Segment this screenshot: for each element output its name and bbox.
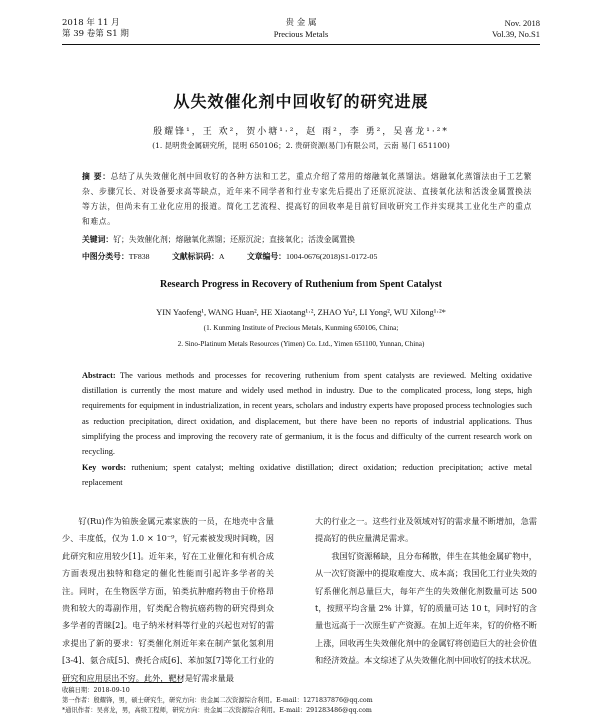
abstract-cn-label: 摘 要： xyxy=(82,172,111,181)
body-paragraph: 大的行业之一。这些行业及领域对钌的需求量不断增加，急需提高钌的供应量满足需求。 xyxy=(315,516,537,544)
article-number-value: 1004-0676(2018)S1-0172-05 xyxy=(285,252,378,261)
paper-title-en: Research Progress in Recovery of Ruthenium from Spent Catalyst xyxy=(159,279,442,290)
body-paragraph: 我国钌资源稀缺，且分布稀散，伴生在其他金属矿物中，从一次钌资源中的提取难度大、成本高；我国化工行业失效的钌系催化剂总量巨大，每年产生的失效催化剂数量可达 500 t，按照平均含量 2% 计算，钌的质量可达 10 t，同时钌的含量也远高于一次原生矿产资源。在加上近年来，钌的价格不断上涨，回收再生失效催化剂中的金属钌将创造巨大的社会价值和经济效益。本文综述了从失效催化剂中回收钌的技术状况。 xyxy=(315,550,537,666)
header-issue-en xyxy=(492,18,540,40)
keywords-en-text: ruthenium; spent catalyst; melting oxidative distillation; direct oxidation; reduction precipitation; active metal replacement xyxy=(82,463,533,488)
clc-label: 中图分类号： xyxy=(82,252,129,261)
footnote-divider xyxy=(62,682,182,683)
header-journal-cn: 贵 金 属 xyxy=(285,18,317,28)
paper-title-cn: 从失效催化剂中回收钌的研究进展 xyxy=(173,92,429,111)
abstract-cn xyxy=(82,169,532,229)
header-volume-cn: 第 39 卷第 S1 期 xyxy=(62,29,129,39)
abstract-en xyxy=(82,368,532,459)
article-number xyxy=(247,252,387,261)
abstract-en-label: Abstract: xyxy=(82,371,116,380)
document-code-label: 文献标识码： xyxy=(172,252,219,261)
header-date-cn: 2018 年 11 月 xyxy=(62,18,120,28)
keywords-en-label: Key words: xyxy=(82,463,127,472)
footnote-first-author: 第一作者：殷耀锋，男，硕士研究生，研究方向：贵金属二次资源综合利用。E-mail：1271837876@qq.com xyxy=(62,697,373,704)
header-divider xyxy=(62,44,540,45)
affiliations-cn: (1. 昆明贵金属研究所，昆明 650106；2. 贵研资源(易门)有限公司，云南 易门 651100) xyxy=(152,141,450,150)
header-journal-en: Precious Metals xyxy=(273,29,329,39)
body-paragraph: 钌(Ru)作为铂族金属元素家族的一员，在地壳中含量少、丰度低，仅为 1.0 × 10⁻⁹，钌元素被发现时间晚，因此研究和应用较少[1]。近年来，钌在工业催化和有机合成方面表现出独特和稳定的催化性能而引起许多学者的关注。同时，在生物医学方面，铂类抗肿瘤药物由于价格昂贵和较大的毒副作用，钌类配合物抗癌药物的研究得到众多学者的青睐[2]。电子纳米材料等行业的兴起也对钌的需求提出了新的要求：钌类催化剂近年来在制产氯化氢利用[3-4]、氨合成[5]、费托合成[6]、苯加氢[7]等化工行业的研究和应用层出不穷。此外，靶材是钌需求量最 xyxy=(62,516,274,683)
body-column-right xyxy=(315,513,537,670)
footnote-received: 收稿日期：2018-09-10 xyxy=(62,687,130,694)
abstract-en-text: The various methods and processes for recovering ruthenium from spent catalysts are reviewed. Melting oxidative distillation is currently the most mature and widely used method in industry. Due to the complicated process, long steps, high requirements for equipment in industrialization, in recent years, scholars and industry experts have proposed process technologies such as reduction precipitation, direct oxidation, and displacement, but there have been no reports of industrial applications. Thus simplifying the process and improving the recovery rate of germanium, it is the focus and difficulty of the current research work on recycling. xyxy=(82,371,532,457)
authors-en: YIN Yaofeng¹, WANG Huan², HE Xiaotang¹·², ZHAO Yu², LI Yong², WU Xilong¹·²* xyxy=(156,307,446,317)
keywords-cn-label: 关键词： xyxy=(82,235,114,244)
clc-value: TF838 xyxy=(128,252,150,261)
article-number-label: 文章编号： xyxy=(246,252,286,261)
abstract-cn-text: 总结了从失效催化剂中回收钌的各种方法和工艺，重点介绍了常用的熔融氧化蒸馏法。熔融氧化蒸馏法由于工艺繁杂、步骤冗长、对设备要求高等缺点，近年来不同学者和行业专家先后提出了还原沉淀法、直接氧化法和活泼金属置换法等方法，但尚未有工业化应用的报道。简化工艺流程、提高钌的回收率是目前钌回收研究工作并实现其工业化生产的重点和难点。 xyxy=(82,172,532,226)
keywords-en xyxy=(82,460,532,490)
keywords-cn xyxy=(82,232,532,247)
header-journal xyxy=(62,18,540,40)
footnote-corresponding-author: *通讯作者：吴喜龙，男，高级工程师，研究方向：贵金属二次资源综合利用。E-mail：291283486@qq.com xyxy=(62,707,372,714)
document-code-value: A xyxy=(218,252,225,261)
header-volume-en: Vol.39, No.S1 xyxy=(491,29,540,39)
clc-number xyxy=(82,252,160,261)
affiliation-en-2: 2. Sino-Platinum Metals Resources (Yimen) Co. Ltd., Yimen 651100, Yunnan, China) xyxy=(177,340,425,348)
keywords-cn-text: 钌；失效催化剂；熔融氧化蒸馏；还原沉淀；直接氧化；活泼金属置换 xyxy=(113,235,355,244)
authors-cn: 殷耀锋¹，王 欢²，贺小塘¹·²，赵 雨²，李 勇²，吴喜龙¹·²* xyxy=(153,127,449,137)
document-code xyxy=(172,252,234,261)
header-date-en: Nov. 2018 xyxy=(504,18,540,28)
affiliation-en-1: (1. Kunming Institute of Precious Metals, Kunming 650106, China; xyxy=(203,324,399,332)
classification-line xyxy=(82,249,532,264)
body-column-left xyxy=(62,513,274,687)
